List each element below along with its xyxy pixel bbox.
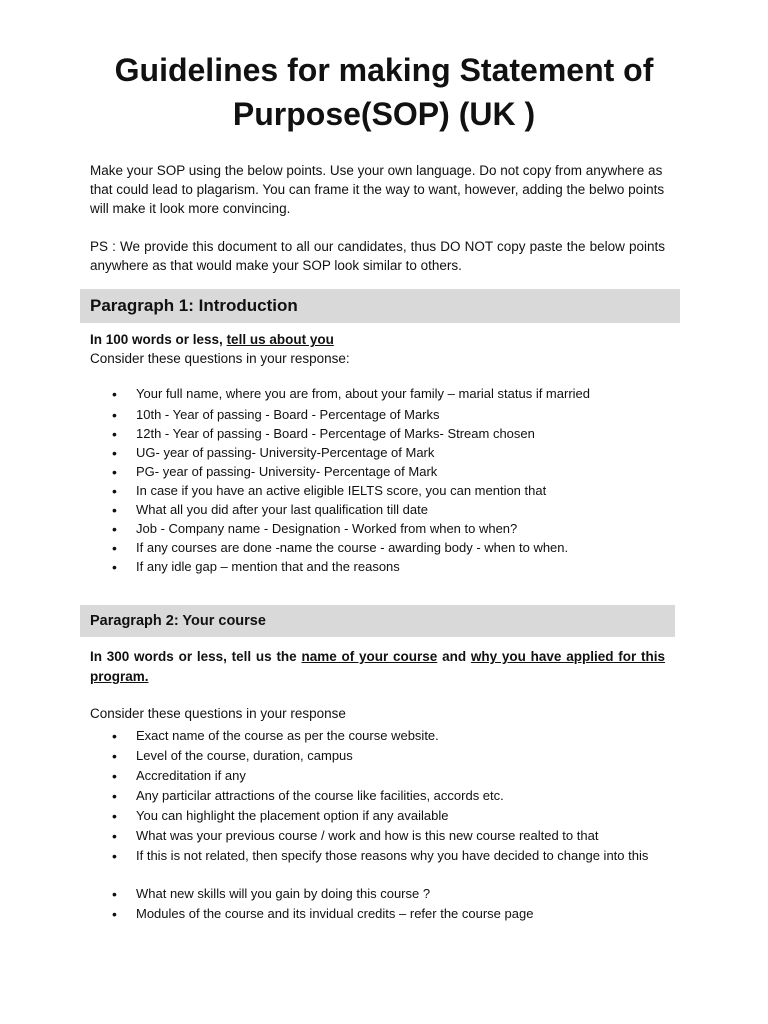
document-title (0, 48, 768, 136)
list-item: • Modules of the course and its invidual credits – refer the course page (90, 905, 665, 925)
list-item: • Accreditation if any (90, 767, 665, 787)
section-2-lead (90, 647, 665, 687)
list-item: • Exact name of the course as per the course website. (90, 727, 665, 747)
list-item: • PG- year of passing- University- Percentage of Mark (90, 463, 665, 482)
list-item: • What all you did after your last qualification till date (90, 501, 665, 520)
section-2-bullet-list (90, 727, 665, 925)
list-item: • Job - Company name - Designation - Worked from when to when? (90, 520, 665, 539)
section-1-lead-prefix: In 100 words or less, (90, 332, 227, 347)
list-item: • 10th - Year of passing - Board - Percentage of Marks (90, 406, 665, 425)
section-2-consider: Consider these questions in your response (90, 706, 346, 721)
section-1-heading: Paragraph 1: Introduction (80, 289, 680, 323)
section-1-bullet-list (90, 385, 665, 577)
section-2-lead-underlined-2: why you have applied for this program. (90, 649, 665, 684)
title-line-1: Guidelines for making Statement of (114, 52, 654, 88)
section-1-lead-underlined: tell us about you (226, 332, 334, 347)
section-2-heading: Paragraph 2: Your course (80, 605, 675, 637)
section-2-lead-part-2: and (437, 649, 471, 664)
intro-paragraph: Make your SOP using the below points. Use your own language. Do not copy from anywhere as that could lead to plagarism. You can frame it the way to want, however, adding the belwo points will make it look more convincing. (90, 163, 665, 216)
section-1-lead (90, 330, 665, 349)
list-item: • You can highlight the placement option if any available (90, 807, 665, 827)
list-item: • What new skills will you gain by doing this course ? (90, 885, 665, 905)
list-item: • Level of the course, duration, campus (90, 747, 665, 767)
list-item: • What was your previous course / work and how is this new course realted to that (90, 827, 665, 847)
ps-paragraph: PS : We provide this document to all our candidates, thus DO NOT copy paste the below points anywhere as that would make your SOP look similar to others. (90, 239, 665, 273)
section-2-lead-underlined-1: name of your course (301, 649, 438, 664)
section-1-consider: Consider these questions in your response: (90, 351, 350, 366)
list-item: • In case if you have an active eligible IELTS score, you can mention that (90, 482, 665, 501)
title-line-2: Purpose(SOP) (UK ) (232, 96, 536, 132)
list-item: • 12th - Year of passing - Board - Percentage of Marks- Stream chosen (90, 425, 665, 444)
list-item: • UG- year of passing- University-Percentage of Mark (90, 444, 665, 463)
list-item: • Any particilar attractions of the course like facilities, accords etc. (90, 787, 665, 807)
list-item: • If this is not related, then specify those reasons why you have decided to change into this (90, 847, 665, 885)
list-item: • If any idle gap – mention that and the reasons (90, 558, 665, 577)
list-item: • If any courses are done -name the course - awarding body - when to when. (90, 539, 665, 558)
section-2-lead-part-1: In 300 words or less, tell us the (90, 649, 302, 664)
list-item: • Your full name, where you are from, about your family – marial status if married (90, 385, 665, 406)
